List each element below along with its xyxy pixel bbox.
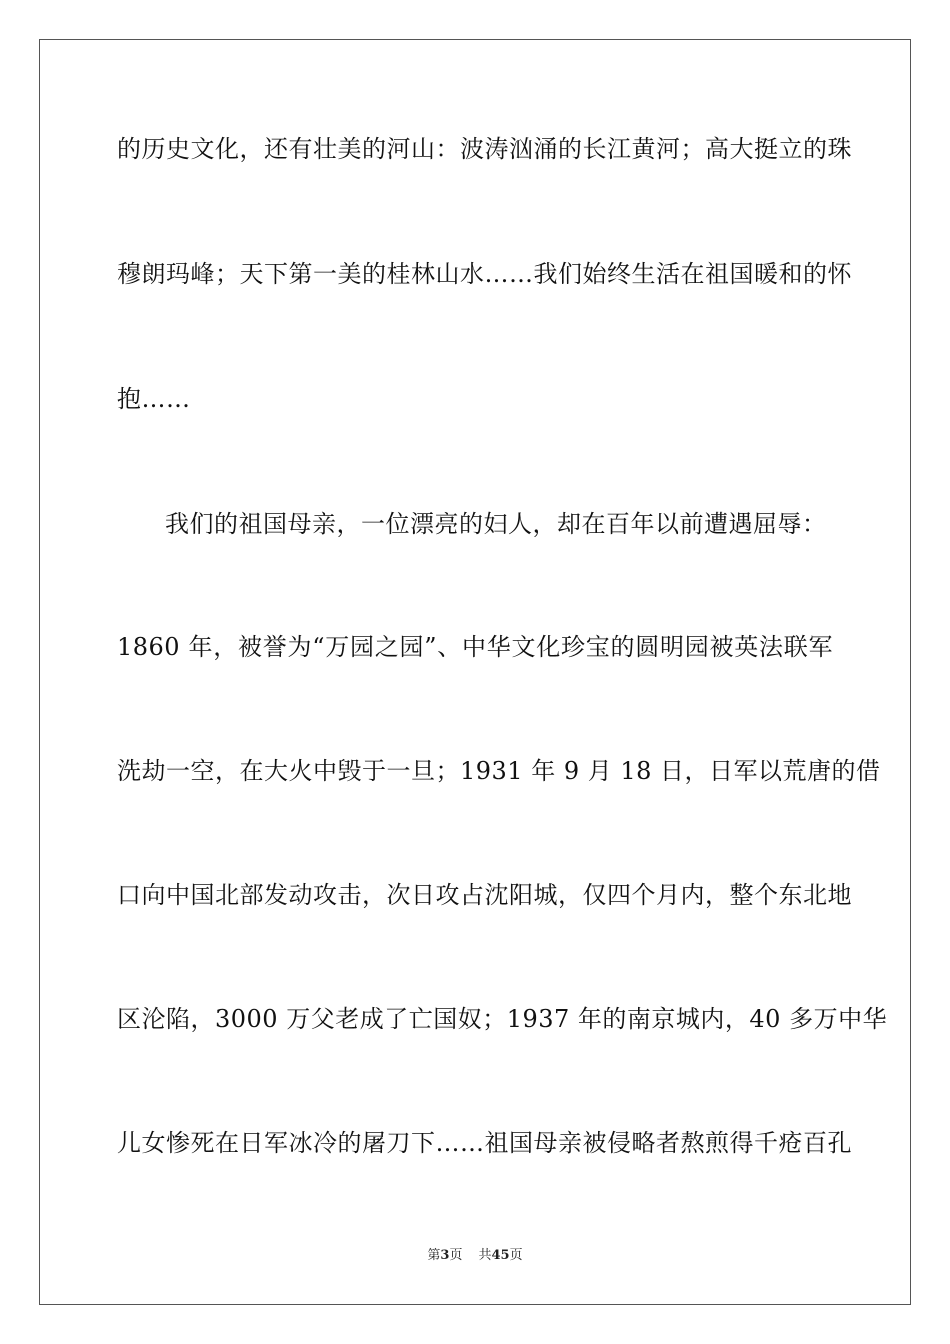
page-prefix: 第 bbox=[427, 1248, 441, 1263]
total-suffix: 页 bbox=[509, 1248, 523, 1263]
page-suffix: 页 bbox=[449, 1248, 463, 1263]
page-number: 3 bbox=[440, 1248, 450, 1263]
body-line-1: 的历史文化，还有壮美的河山：波涛汹涌的长江黄河；高大挺立的珠 bbox=[117, 135, 852, 163]
body-line-7: 口向中国北部发动攻击，次日攻占沈阳城，仅四个月内，整个东北地 bbox=[117, 881, 852, 909]
body-line-9: 儿女惨死在日军冰冷的屠刀下……祖国母亲被侵略者熬煎得千疮百孔 bbox=[117, 1129, 852, 1157]
total-prefix: 共 bbox=[478, 1248, 492, 1263]
body-line-3: 抱…… bbox=[117, 385, 191, 413]
body-line-5: 1860 年，被誉为“万园之园”、中华文化珍宝的圆明园被英法联军 bbox=[117, 633, 833, 661]
body-line-6: 洗劫一空，在大火中毁于一旦；1931 年 9 月 18 日，日军以荒唐的借 bbox=[117, 757, 881, 785]
body-paragraph-start bbox=[117, 509, 833, 539]
body-line-2: 穆朗玛峰；天下第一美的桂林山水……我们始终生活在祖国暖和的怀 bbox=[117, 260, 852, 288]
page-footer bbox=[0, 1247, 950, 1265]
total-pages: 45 bbox=[491, 1248, 510, 1263]
body-line-4: 我们的祖国母亲，一位漂亮的妇人，却在百年以前遭遇屈辱： bbox=[165, 510, 827, 538]
body-line-8: 区沦陷，3000 万父老成了亡国奴；1937 年的南京城内，40 多万中华 bbox=[117, 1005, 888, 1033]
page-border bbox=[39, 39, 911, 1305]
